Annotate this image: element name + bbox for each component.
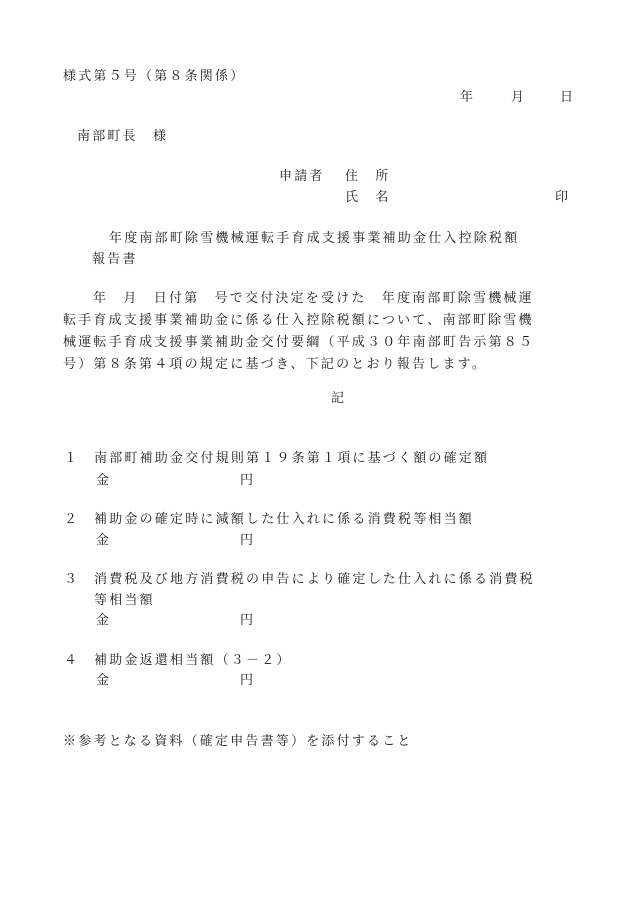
attachment-note: ※参考となる資料（確定申告書等）を添付すること [63, 734, 413, 749]
body-line: 械運転手育成支援事業補助金交付要綱（平成３０年南部町告示第８５ [63, 335, 535, 350]
item-text-cont: 等相当額 [94, 593, 155, 608]
item-text: 補助金の確定時に減額した仕入れに係る消費税等相当額 [94, 512, 475, 527]
report-title-line1: 年度南部町除雪機械運転手育成支援事業補助金仕入控除税額 [109, 231, 520, 246]
name-label: 氏 名 [345, 190, 391, 205]
yen-label: 円 [240, 473, 256, 488]
body-paragraph [63, 288, 583, 376]
item-number: ４ [64, 653, 80, 668]
addressee: 南部町長 様 [77, 129, 169, 144]
ki-heading: 記 [331, 391, 347, 406]
kin-label: 金 [96, 473, 112, 488]
body-line: 年 月 日付第 号で交付決定を受けた 年度南部町除雪機械運 [93, 291, 534, 306]
item-number: １ [64, 451, 80, 466]
item-number: ２ [64, 512, 80, 527]
body-line: 号）第８条第４項の規定に基づき、下記のとおり報告します。 [63, 357, 488, 372]
yen-label: 円 [240, 613, 256, 628]
yen-label: 円 [240, 533, 256, 548]
body-line: 転手育成支援事業補助金に係る仕入控除税額について、南部町除雪機 [63, 313, 534, 328]
item-text: 補助金返還相当額（３－２） [94, 653, 292, 668]
item-text: 南部町補助金交付規則第１９条第１項に基づく額の確定額 [94, 451, 490, 466]
report-title-line2: 報告書 [92, 252, 138, 267]
date-year: 年 [460, 90, 476, 105]
applicant-label: 申請者 [279, 169, 325, 184]
seal-mark: 印 [555, 190, 571, 205]
form-number: 様式第５号（第８条関係） [63, 69, 246, 84]
yen-label: 円 [240, 673, 256, 688]
date-month: 月 [511, 90, 527, 105]
address-label: 住 所 [345, 169, 391, 184]
kin-label: 金 [96, 613, 112, 628]
kin-label: 金 [96, 673, 112, 688]
date-day: 日 [560, 90, 576, 105]
item-text: 消費税及び地方消費税の申告により確定した仕入れに係る消費税 [94, 572, 535, 587]
item-number: ３ [64, 572, 80, 587]
kin-label: 金 [96, 533, 112, 548]
